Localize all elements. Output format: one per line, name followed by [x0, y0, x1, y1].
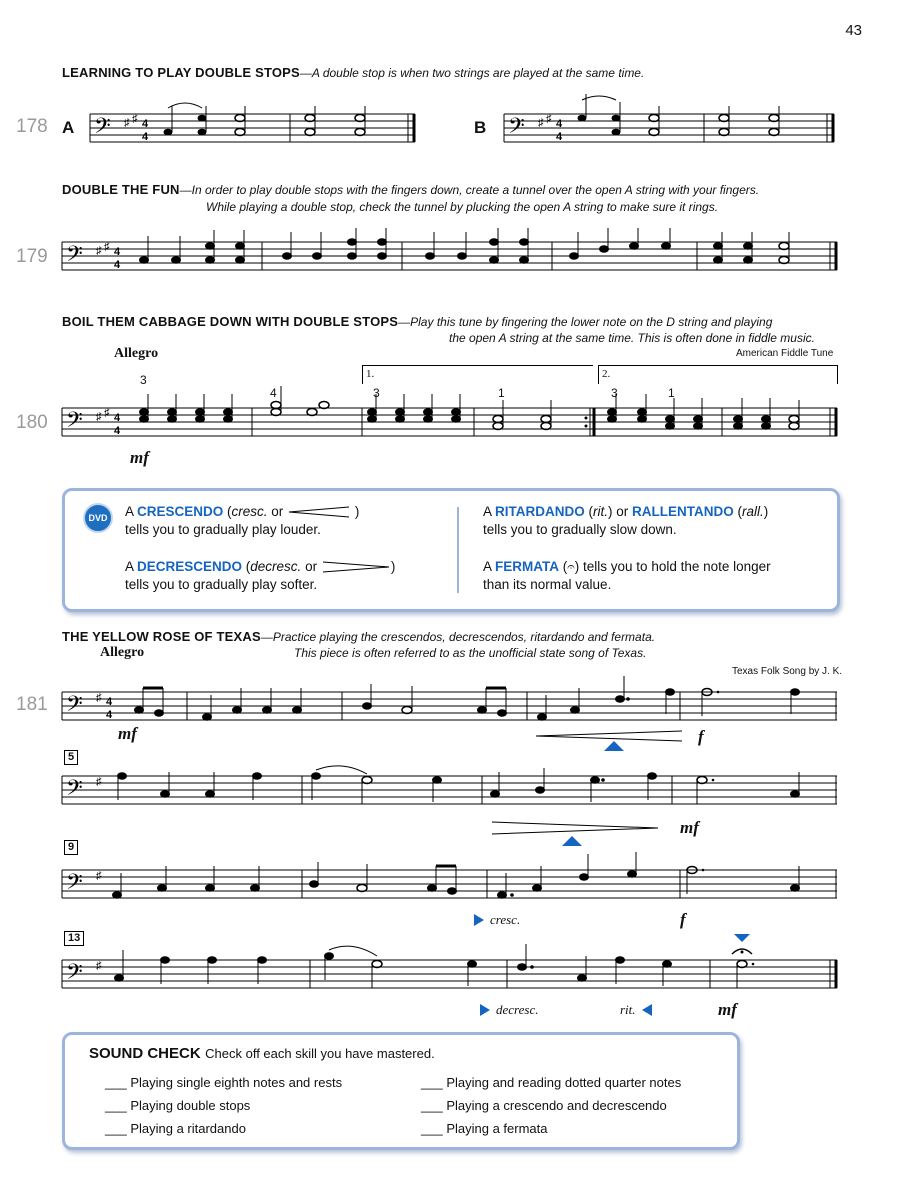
fingering: 3 [373, 386, 380, 400]
crescendo-decrescendo-hairpin [490, 820, 660, 848]
measure-number: 9 [64, 840, 78, 855]
section-description-line2: This piece is often referred to as the unofficial state song of Texas. [294, 646, 647, 660]
section-179-header [62, 181, 759, 199]
decresc-start-marker-icon [478, 1002, 492, 1018]
sound-check-title: SOUND CHECK [89, 1045, 201, 1062]
measure-number: 5 [64, 750, 78, 765]
skill-item[interactable]: ___ Playing double stops [105, 1098, 251, 1113]
section-description-line2: While playing a double stop, check the tunnel by plucking the open A string to make sure it rings. [206, 200, 719, 214]
exercise-number: 178 [16, 116, 48, 137]
exercise-number: 181 [16, 694, 48, 715]
svg-text:𝄢: 𝄢 [94, 114, 111, 144]
dynamic-marking: mf [130, 448, 149, 467]
dynamic-marking: mf [680, 818, 699, 837]
crescendo-hairpin [534, 727, 684, 753]
section-178-header [62, 64, 644, 82]
staff-181-line4 [62, 956, 842, 996]
decrescendo-term: DECRESCENDO [137, 559, 243, 574]
page-number: 43 [845, 22, 862, 39]
section-180-header [62, 313, 772, 331]
decrescendo-hairpin-icon [321, 561, 391, 573]
first-ending-label: 1. [366, 368, 375, 380]
dynamic-marking: mf [718, 1000, 737, 1019]
svg-text:4: 4 [556, 131, 563, 143]
second-ending-label: 2. [602, 368, 611, 380]
skill-item[interactable]: ___ Playing and reading dotted quarter notes [421, 1075, 682, 1090]
svg-text:♯: ♯ [104, 407, 110, 419]
svg-text:♯: ♯ [132, 113, 138, 125]
cresc-start-marker-icon [472, 912, 486, 928]
svg-text:4: 4 [106, 696, 113, 708]
svg-text:♯: ♯ [96, 776, 102, 788]
section-description: —A double stop is when two strings are played at the same time. [299, 66, 645, 80]
svg-text:4: 4 [114, 259, 121, 271]
crescendo-term: CRESCENDO [137, 504, 224, 519]
exercise-number: 180 [16, 412, 48, 433]
svg-text:♯: ♯ [104, 241, 110, 253]
rit-end-marker-icon [640, 1002, 654, 1018]
svg-text:4: 4 [556, 118, 563, 130]
part-label-a: A [62, 118, 75, 137]
staff-181-line3 [62, 866, 842, 906]
section-title: BOIL THEM CABBAGE DOWN WITH DOUBLE STOPS [62, 314, 399, 329]
section-description: —In order to play double stops with the fingers down, create a tunnel over the open A string with your fingers. [179, 183, 760, 197]
svg-text:4: 4 [106, 709, 113, 721]
section-181-header [62, 628, 655, 646]
skill-item[interactable]: ___ Playing a ritardando [105, 1121, 246, 1136]
staff-179 [62, 238, 842, 278]
svg-text:4: 4 [142, 131, 149, 143]
fermata-term: FERMATA [495, 559, 560, 574]
dynamic-marking: f [698, 727, 704, 746]
svg-text:♯: ♯ [96, 692, 102, 704]
fermata-definition: A FERMATA (𝄐) tells you to hold the note longer than its normal value. [483, 559, 771, 592]
svg-text:𝄢: 𝄢 [66, 870, 83, 900]
staff-178a [90, 110, 420, 150]
svg-text:♯: ♯ [96, 245, 102, 257]
staff-180 [62, 404, 842, 444]
ritardando-definition: A RITARDANDO (rit.) or RALLENTANDO (rall.) tells you to gradually slow down. [483, 504, 769, 537]
sound-check-header [89, 1045, 435, 1063]
sound-check-subtitle: Check off each skill you have mastered. [205, 1046, 435, 1061]
staff-181-line1 [62, 688, 842, 728]
crescendo-definition: A CRESCENDO (cresc. or ) tells you to gradually play louder. [125, 504, 360, 537]
fingering: 4 [270, 386, 277, 400]
part-label-b: B [474, 118, 487, 137]
info-box [62, 488, 840, 612]
staff-181-line2 [62, 772, 842, 812]
section-description-line2: the open A string at the same time. This is often done in fiddle music. [449, 331, 815, 345]
section-title: LEARNING TO PLAY DOUBLE STOPS [62, 65, 300, 80]
fingering: 3 [140, 373, 147, 387]
dvd-badge[interactable]: DVD [83, 503, 113, 533]
svg-text:♯: ♯ [538, 117, 544, 129]
crescendo-hairpin-icon [287, 506, 351, 518]
sound-check-box [62, 1032, 740, 1150]
exercise-number: 179 [16, 246, 48, 267]
song-credit: Texas Folk Song by J. K. [732, 666, 843, 677]
skill-item[interactable]: ___ Playing a fermata [421, 1121, 548, 1136]
fermata-icon: 𝄐 [567, 559, 575, 574]
svg-text:♯: ♯ [96, 960, 102, 972]
second-ending-bracket [598, 365, 838, 384]
decresc-marking: decresc. [496, 1002, 539, 1017]
svg-text:4: 4 [114, 246, 121, 258]
section-title: THE YELLOW ROSE OF TEXAS [62, 629, 261, 644]
svg-text:♯: ♯ [96, 870, 102, 882]
section-title: DOUBLE THE FUN [62, 182, 180, 197]
svg-text:𝄢: 𝄢 [508, 114, 525, 144]
svg-text:4: 4 [142, 118, 149, 130]
svg-text:𝄢: 𝄢 [66, 408, 83, 438]
cresc-marking: cresc. [490, 912, 521, 927]
dynamic-marking: f [680, 910, 686, 929]
svg-text:𝄢: 𝄢 [66, 242, 83, 272]
ritardando-term: RITARDANDO [495, 504, 585, 519]
section-description: —Play this tune by fingering the lower note on the D string and playing [398, 315, 773, 329]
decrescendo-definition: A DECRESCENDO (decresc. or ) tells you to gradually play softer. [125, 559, 396, 592]
svg-text:♯: ♯ [96, 411, 102, 423]
rallentando-term: RALLENTANDO [632, 504, 734, 519]
svg-text:𝄢: 𝄢 [66, 692, 83, 722]
song-credit: American Fiddle Tune [736, 348, 834, 359]
svg-text:♯: ♯ [124, 117, 130, 129]
svg-text:♯: ♯ [546, 113, 552, 125]
rit-marking: rit. [620, 1002, 636, 1017]
staff-178b [504, 110, 839, 150]
svg-text:𝄢: 𝄢 [66, 776, 83, 806]
svg-text:4: 4 [114, 425, 121, 437]
tempo-marking: Allegro [114, 346, 159, 361]
divider [457, 507, 459, 593]
fingering: 1 [668, 386, 675, 400]
measure-number: 13 [64, 931, 84, 946]
skill-item[interactable]: ___ Playing a crescendo and decrescendo [421, 1098, 667, 1113]
fingering: 1 [498, 386, 505, 400]
first-ending-bracket [362, 365, 593, 384]
svg-text:4: 4 [114, 412, 121, 424]
tempo-marking: Allegro [100, 645, 145, 660]
fingering: 3 [611, 386, 618, 400]
skill-item[interactable]: ___ Playing single eighth notes and rests [105, 1075, 343, 1090]
section-description: —Practice playing the crescendos, decrescendos, ritardando and fermata. [260, 630, 656, 644]
svg-text:𝄢: 𝄢 [66, 960, 83, 990]
dynamic-marking: mf [118, 724, 137, 743]
